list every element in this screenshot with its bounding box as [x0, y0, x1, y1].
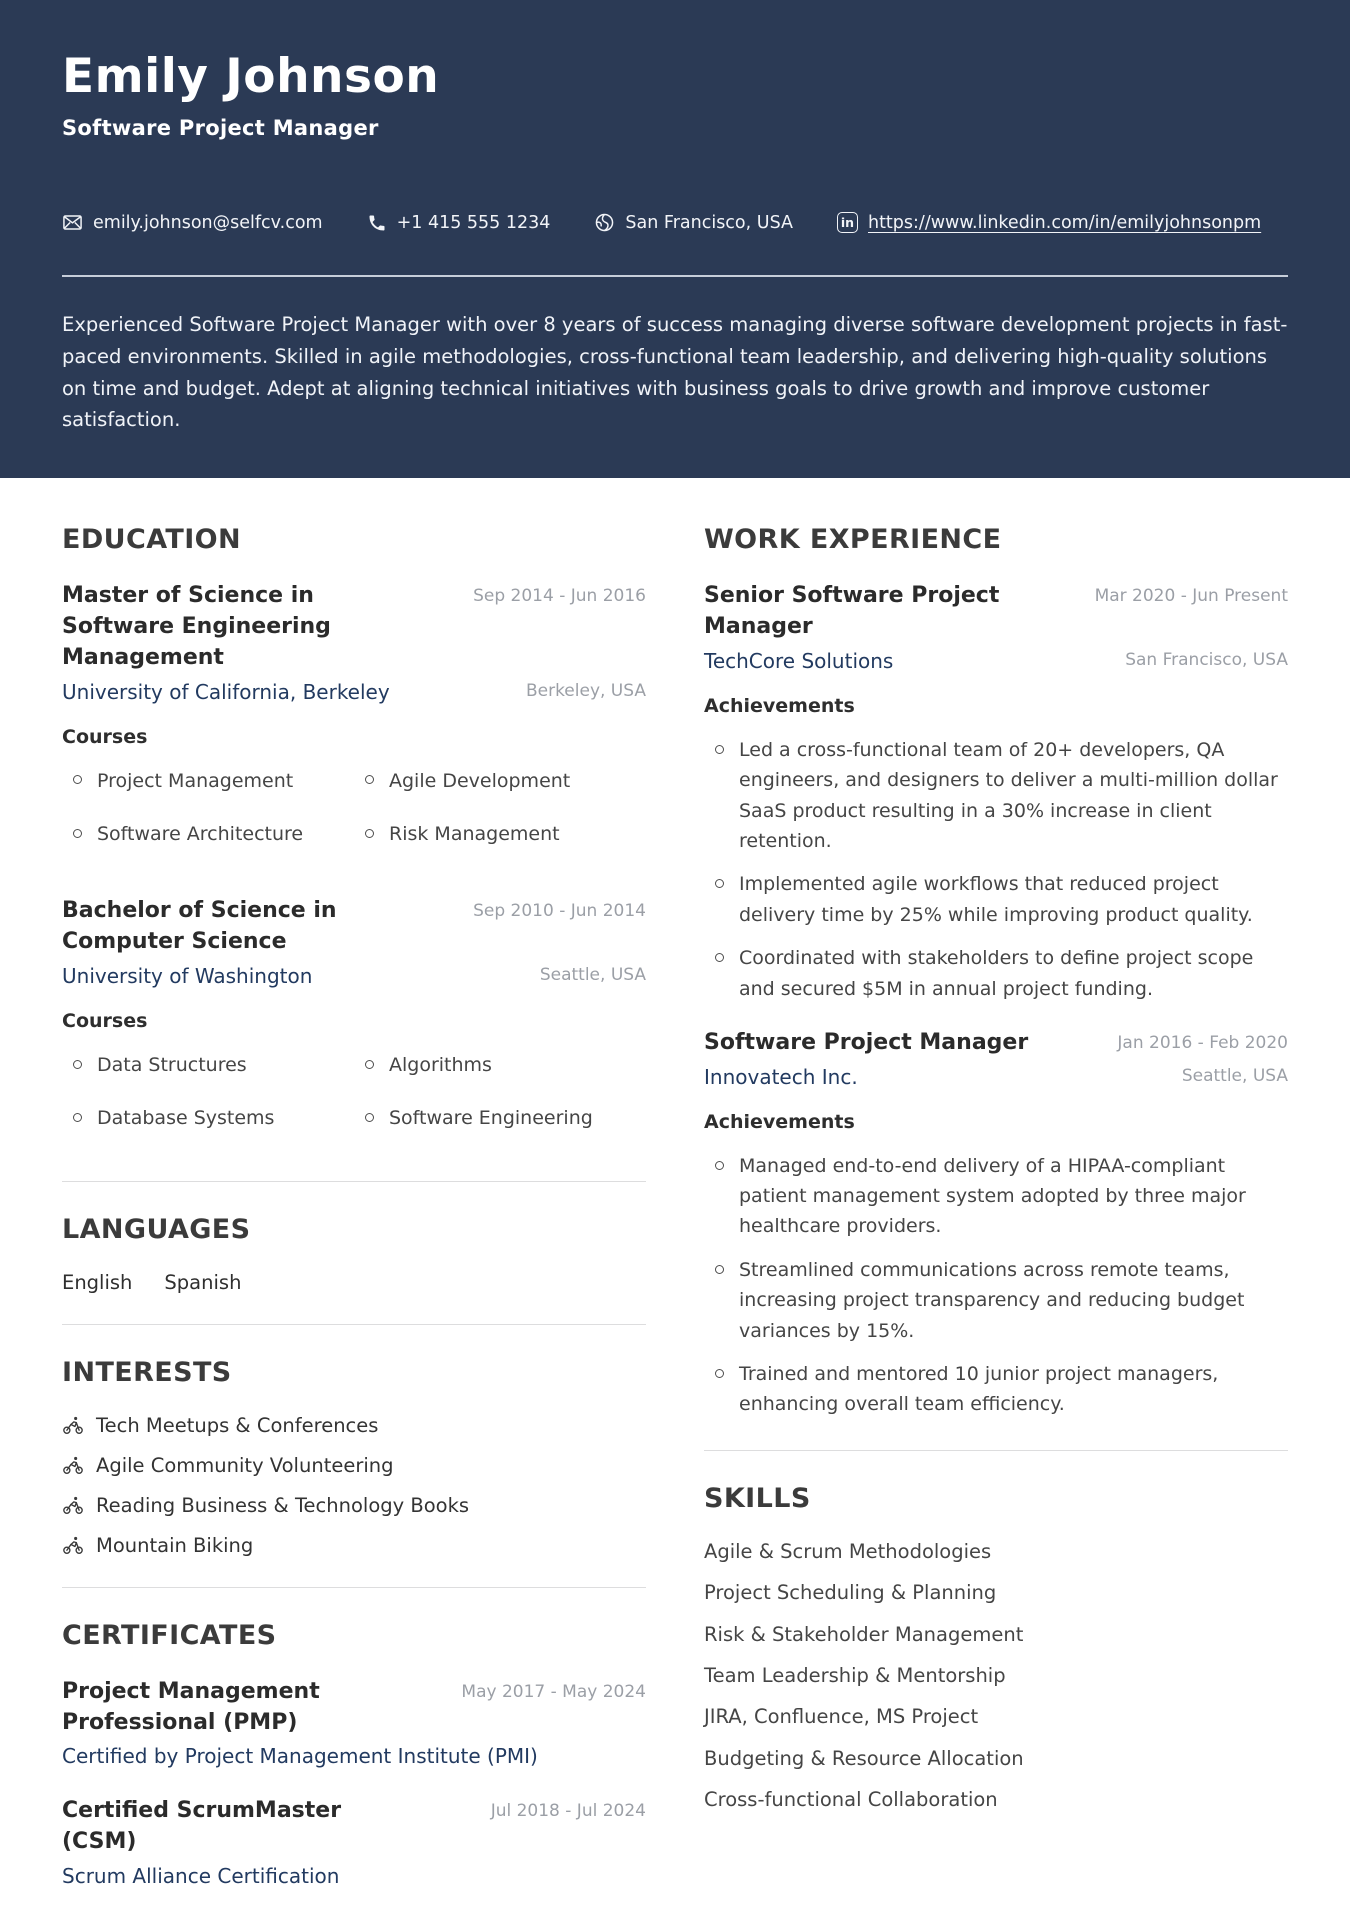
cyclist-icon — [62, 1414, 84, 1436]
cyclist-icon — [62, 1454, 84, 1476]
course-item: Project Management — [62, 766, 354, 796]
work-experience-section — [704, 524, 1288, 1420]
certificates-section — [62, 1620, 646, 1890]
job-dates: Mar 2020 - Jun Present — [1094, 586, 1288, 607]
right-column — [704, 524, 1288, 1896]
envelope-icon — [62, 212, 83, 233]
certificate-entry — [62, 1796, 646, 1890]
achievement-item: Streamlined communications across remote teams, increasing project transparency and reducing budget variances by 15%. — [704, 1255, 1288, 1346]
skill-item: Project Scheduling & Planning — [704, 1581, 997, 1605]
courses-list — [62, 1050, 646, 1147]
courses-list — [62, 766, 646, 863]
certificate-title: Project Management Professional (PMP) — [62, 1678, 320, 1735]
certificate-title: Certified ScrumMaster (CSM) — [62, 1798, 342, 1855]
skill-item: Budgeting & Resource Allocation — [704, 1746, 1024, 1770]
skill-item: Cross-functional Collaboration — [704, 1788, 998, 1812]
interest-item — [62, 1414, 646, 1437]
skill-item: Risk & Stakeholder Management — [704, 1622, 1024, 1646]
globe-icon — [594, 212, 615, 233]
contact-location — [594, 212, 793, 233]
achievements-label: Achievements — [704, 694, 855, 717]
languages-section — [62, 1214, 646, 1294]
work-entry — [704, 1028, 1288, 1420]
section-divider — [62, 1181, 646, 1182]
interest-item — [62, 1494, 646, 1517]
contact-email — [62, 212, 323, 233]
certificate-dates: Jul 2018 - Jul 2024 — [490, 1801, 646, 1822]
company-location: San Francisco, USA — [1125, 649, 1288, 670]
certificate-entry — [62, 1677, 646, 1771]
section-divider — [704, 1450, 1288, 1451]
language-item: Spanish — [164, 1270, 242, 1294]
interest-label: Reading Business & Technology Books — [96, 1493, 470, 1517]
skill-item: JIRA, Confluence, MS Project — [704, 1705, 979, 1729]
courses-label: Courses — [62, 1009, 148, 1032]
certificate-issuer: Certified by Project Management Institute (PMI) — [62, 1744, 538, 1769]
school-location: Berkeley, USA — [525, 680, 646, 701]
company-location: Seattle, USA — [1181, 1065, 1288, 1086]
education-entry — [62, 581, 646, 862]
skills-section-title: SKILLS — [704, 1482, 811, 1514]
course-item: Algorithms — [354, 1050, 646, 1080]
cyclist-icon — [62, 1534, 84, 1556]
degree-title: Bachelor of Science in Computer Science — [62, 898, 337, 955]
certificates-section-title: CERTIFICATES — [62, 1619, 277, 1651]
degree-dates: Sep 2010 - Jun 2014 — [473, 901, 646, 922]
job-title: Software Project Manager — [704, 1029, 1029, 1055]
language-item: English — [62, 1270, 133, 1294]
interest-label: Mountain Biking — [96, 1533, 254, 1557]
contact-location-text: San Francisco, USA — [625, 212, 793, 233]
resume-body — [0, 478, 1350, 1896]
header-divider — [62, 275, 1288, 277]
contact-linkedin — [837, 212, 1261, 233]
achievement-item: Managed end-to-end delivery of a HIPAA-compliant patient management system adopted by three major healthcare providers. — [704, 1151, 1288, 1242]
certificate-dates: May 2017 - May 2024 — [461, 1681, 646, 1702]
skill-item: Agile & Scrum Methodologies — [704, 1539, 992, 1563]
job-title: Senior Software Project Manager — [704, 583, 1000, 639]
education-section-title: EDUCATION — [62, 524, 242, 556]
linkedin-link[interactable]: https://www.linkedin.com/in/emilyjohnsonpm — [867, 212, 1262, 233]
course-item: Risk Management — [354, 819, 646, 849]
interests-section — [62, 1357, 646, 1557]
linkedin-icon: in — [837, 212, 858, 233]
profile-summary: Experienced Software Project Manager with over 8 years of success managing diverse software development projects in fast-paced environments. Skilled in agile methodologies, cross-functional team leadership, and delivering high-quality solutions on time and budget. Adept at aligning technical initiatives with business goals to drive growth and improve customer satisfaction. — [62, 313, 1288, 432]
course-item: Agile Development — [354, 766, 646, 796]
contact-email-text: emily.johnson@selfcv.com — [93, 212, 323, 233]
achievement-item: Coordinated with stakeholders to define project scope and secured $5M in annual project funding. — [704, 943, 1288, 1004]
left-column — [62, 524, 646, 1896]
education-entry — [62, 896, 646, 1146]
course-item: Data Structures — [62, 1050, 354, 1080]
degree-dates: Sep 2014 - Jun 2016 — [473, 586, 646, 607]
skill-item: Team Leadership & Mentorship — [704, 1663, 1006, 1687]
section-divider — [62, 1324, 646, 1325]
interests-section-title: INTERESTS — [62, 1356, 232, 1388]
cyclist-icon — [62, 1494, 84, 1516]
work-entry — [704, 581, 1288, 1004]
interest-item — [62, 1534, 646, 1557]
section-divider — [62, 1587, 646, 1588]
work-section-title: WORK EXPERIENCE — [704, 524, 1002, 556]
contact-row — [62, 212, 1288, 233]
resume-header — [0, 0, 1350, 478]
achievement-item: Implemented agile workflows that reduced project delivery time by 25% while improving product quality. — [704, 869, 1288, 930]
degree-title: Master of Science in Software Engineering Management — [62, 583, 331, 670]
skills-section — [704, 1483, 1288, 1813]
phone-icon — [367, 213, 387, 233]
school-name: University of California, Berkeley — [62, 679, 390, 704]
certificate-issuer: Scrum Alliance Certification — [62, 1863, 340, 1888]
company-name: Innovatech Inc. — [704, 1064, 858, 1089]
achievements-list — [704, 735, 1288, 1004]
course-item: Database Systems — [62, 1103, 354, 1133]
contact-phone — [367, 213, 551, 233]
skills-list — [704, 1540, 1288, 1813]
contact-phone-text: +1 415 555 1234 — [396, 212, 551, 233]
achievements-list — [704, 1151, 1288, 1420]
education-section — [62, 524, 646, 1147]
achievement-item: Led a cross-functional team of 20+ developers, QA engineers, and designers to deliver a multi-million dollar SaaS product resulting in a 30% increase in client retention. — [704, 735, 1288, 857]
languages-section-title: LANGUAGES — [62, 1213, 251, 1245]
school-name: University of Washington — [62, 963, 313, 988]
achievement-item: Trained and mentored 10 junior project managers, enhancing overall team efficiency. — [704, 1359, 1288, 1420]
languages-list — [62, 1271, 646, 1294]
course-item: Software Architecture — [62, 819, 354, 849]
achievements-label: Achievements — [704, 1110, 855, 1133]
person-name: Emily Johnson — [62, 49, 440, 104]
interest-item — [62, 1454, 646, 1477]
course-item: Software Engineering — [354, 1103, 646, 1133]
person-title: Software Project Manager — [62, 116, 379, 141]
interest-label: Agile Community Volunteering — [96, 1453, 394, 1477]
job-dates: Jan 2016 - Feb 2020 — [1117, 1032, 1288, 1053]
interest-label: Tech Meetups & Conferences — [96, 1413, 379, 1437]
school-location: Seattle, USA — [539, 964, 646, 985]
courses-label: Courses — [62, 725, 148, 748]
company-name: TechCore Solutions — [704, 648, 894, 673]
